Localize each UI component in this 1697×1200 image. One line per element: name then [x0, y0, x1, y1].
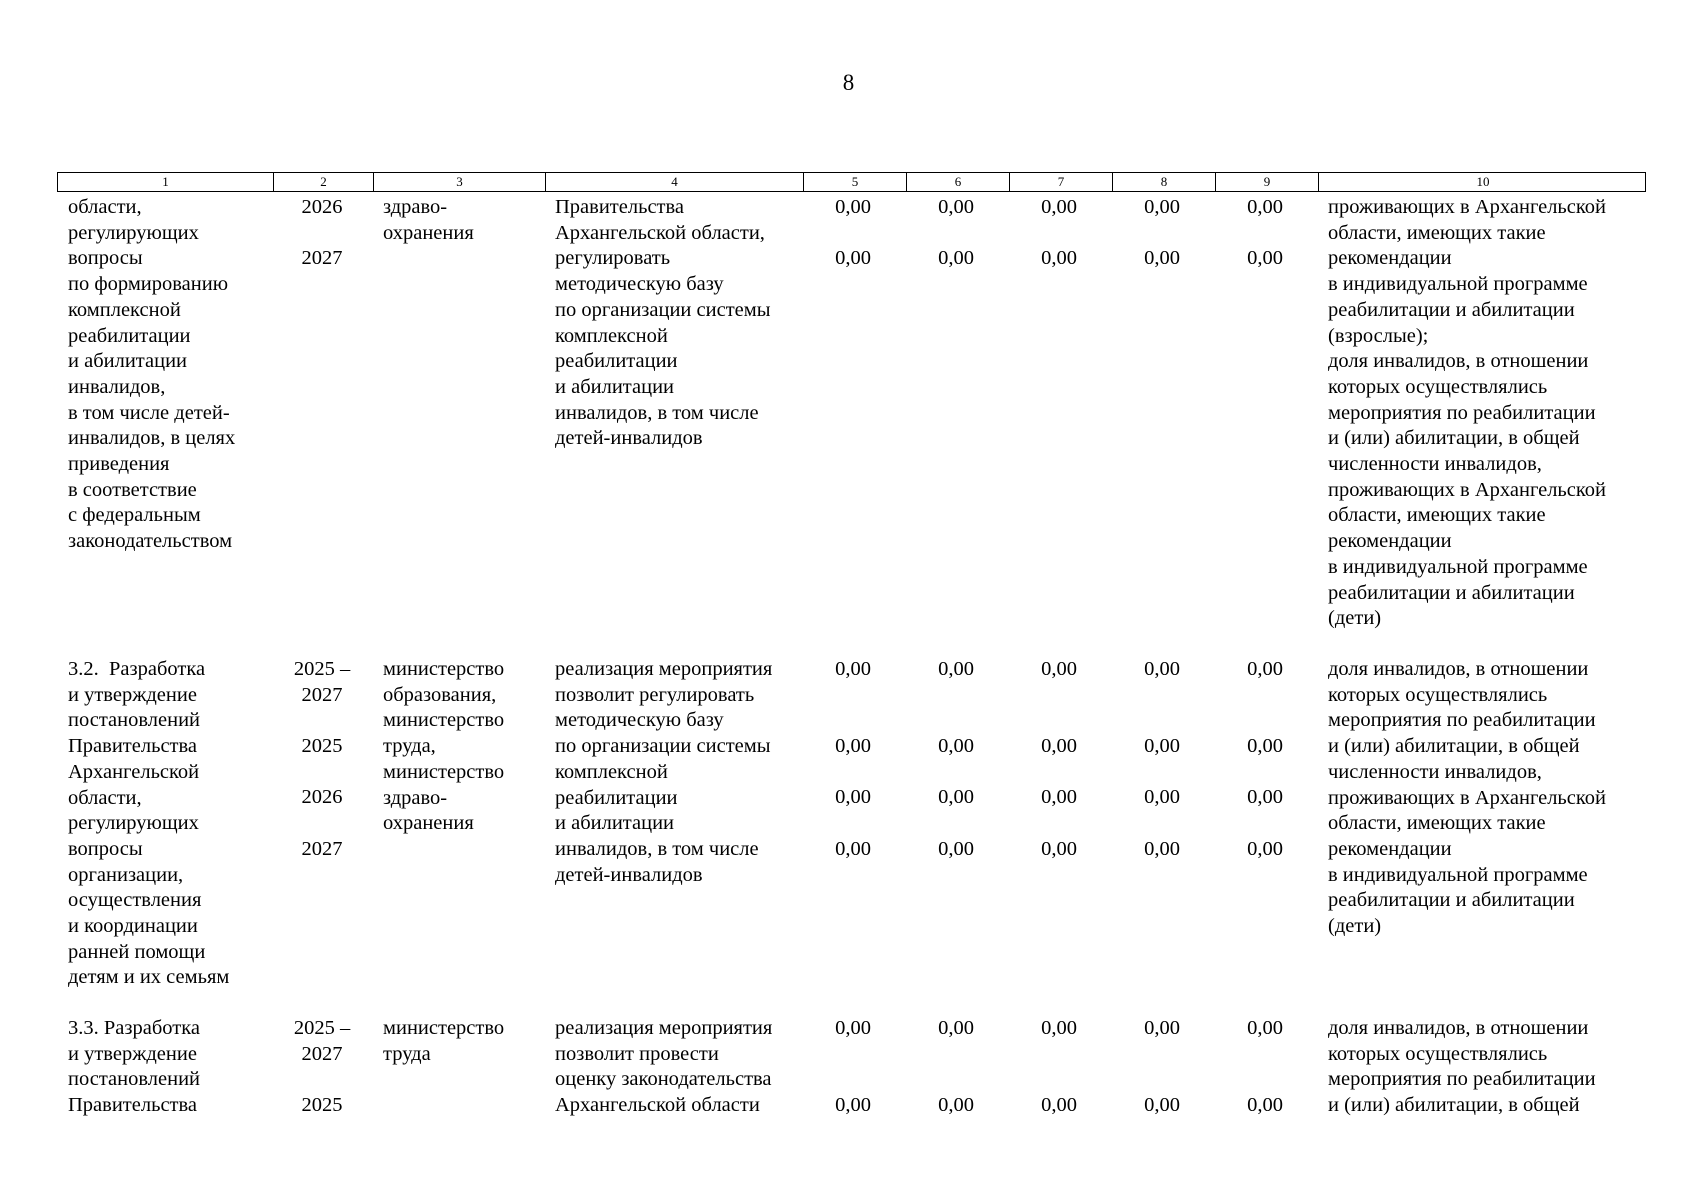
- amount-cell: 0,00: [1144, 196, 1180, 218]
- amount-cell: 0,00: [938, 786, 974, 808]
- amount-cell: 0,00: [938, 1094, 974, 1116]
- row-1-year: 2027: [301, 247, 343, 269]
- row-1-indicator: проживающих в Архангельской области, имеющих такие рекомендации в индивидуальной программе реабилитации и абилитации (взрослые); доля инвалидов, в отношении которых осуществлялись мероприятия по реабилитации и (или) абилитации, в общей численности инвалидов, проживающих в Архангельской области, имеющих такие рекомендации в индивидуальной программе реабилитации и абилитации (дети): [1328, 196, 1607, 630]
- header-col-6: 6: [906, 173, 1009, 191]
- amount-cell: 0,00: [1247, 247, 1283, 269]
- row-3-2-executor: министерство образования, министерство труда, министерство здраво- охранения: [383, 658, 505, 835]
- amount-cell: 0,00: [1247, 1094, 1283, 1116]
- row-3-2-year: 2026: [301, 786, 343, 808]
- header-col-4: 4: [545, 173, 803, 191]
- amount-cell: 0,00: [1041, 658, 1077, 680]
- amount-cell: 0,00: [1247, 786, 1283, 808]
- row-3-3-result: реализация мероприятия позволит провести оценку законодательства Архангельской области: [555, 1017, 773, 1117]
- amount-cell: 0,00: [938, 196, 974, 218]
- amount-cell: 0,00: [1144, 1017, 1180, 1039]
- amount-cell: 0,00: [1041, 196, 1077, 218]
- amount-cell: 0,00: [1041, 1094, 1077, 1116]
- header-col-1: 1: [162, 174, 169, 189]
- row-3-2-year: 2025 – 2027: [293, 658, 351, 706]
- row-1-measure-name: области, регулирующих вопросы по формированию комплексной реабилитации и абилитации инвалидов, в том числе детей- инвалидов, в целях приведения в соответствие с федеральным законодательством: [68, 196, 236, 553]
- header-col-9: 9: [1215, 173, 1318, 191]
- row-3-2-indicator: доля инвалидов, в отношении которых осуществлялись мероприятия по реабилитации и (или) абилитации, в общей численности инвалидов, проживающих в Архангельской области, имеющих такие рекомендации в индивидуальной программе реабилитации и абилитации (дети): [1328, 658, 1607, 938]
- row-3-3-executor: министерство труда: [383, 1017, 505, 1065]
- amount-cell: 0,00: [1247, 1017, 1283, 1039]
- row-3-2-year: 2025: [301, 735, 343, 757]
- table-header-row: [57, 172, 1646, 192]
- row-1-result: Правительства Архангельской области, регулировать методическую базу по организации системы комплексной реабилитации и абилитации инвалидов, в том числе детей-инвалидов: [555, 196, 771, 450]
- amount-cell: 0,00: [835, 786, 871, 808]
- page-number: 8: [842, 70, 855, 95]
- amount-cell: 0,00: [835, 658, 871, 680]
- amount-cell: 0,00: [835, 247, 871, 269]
- row-3-2-measure-name: 3.2. Разработка и утверждение постановлений Правительства Архангельской области, регулирующих вопросы организации, осуществления и координации ранней помощи детям и их семьям: [68, 658, 230, 989]
- amount-cell: 0,00: [835, 735, 871, 757]
- row-3-3-year: 2025: [301, 1094, 343, 1116]
- row-3-2-year: 2027: [301, 838, 343, 860]
- row-3-3-year: 2025 – 2027: [293, 1017, 351, 1065]
- amount-cell: 0,00: [1247, 196, 1283, 218]
- amount-cell: 0,00: [938, 658, 974, 680]
- amount-cell: 0,00: [835, 1017, 871, 1039]
- amount-cell: 0,00: [1247, 658, 1283, 680]
- amount-cell: 0,00: [1144, 786, 1180, 808]
- row-3-3-indicator: доля инвалидов, в отношении которых осуществлялись мероприятия по реабилитации и (или) абилитации, в общей: [1328, 1017, 1596, 1117]
- amount-cell: 0,00: [835, 196, 871, 218]
- amount-cell: 0,00: [1247, 838, 1283, 860]
- amount-cell: 0,00: [835, 1094, 871, 1116]
- row-3-2-result: реализация мероприятия позволит регулировать методическую базу по организации системы комплексной реабилитации и абилитации инвалидов, в том числе детей-инвалидов: [555, 658, 773, 886]
- amount-cell: 0,00: [1041, 735, 1077, 757]
- amount-cell: 0,00: [1144, 658, 1180, 680]
- amount-cell: 0,00: [1041, 247, 1077, 269]
- row-1-executor: здраво- охранения: [383, 196, 474, 244]
- header-col-8: 8: [1112, 173, 1215, 191]
- amount-cell: 0,00: [1041, 1017, 1077, 1039]
- amount-cell: 0,00: [1041, 838, 1077, 860]
- amount-cell: 0,00: [938, 838, 974, 860]
- amount-cell: 0,00: [1247, 735, 1283, 757]
- amount-cell: 0,00: [938, 1017, 974, 1039]
- amount-cell: 0,00: [938, 735, 974, 757]
- amount-cell: 0,00: [1144, 247, 1180, 269]
- header-col-10: 10: [1318, 173, 1647, 191]
- amount-cell: 0,00: [1144, 735, 1180, 757]
- header-col-3: 3: [373, 173, 545, 191]
- amount-cell: 0,00: [938, 247, 974, 269]
- amount-cell: 0,00: [1144, 838, 1180, 860]
- header-col-5: 5: [803, 173, 906, 191]
- amount-cell: 0,00: [1041, 786, 1077, 808]
- amount-cell: 0,00: [1144, 1094, 1180, 1116]
- row-3-3-measure-name: 3.3. Разработка и утверждение постановлений Правительства: [68, 1017, 201, 1117]
- amount-cell: 0,00: [835, 838, 871, 860]
- header-col-7: 7: [1009, 173, 1112, 191]
- header-col-2: 2: [273, 173, 373, 191]
- row-1-year: 2026: [301, 196, 343, 218]
